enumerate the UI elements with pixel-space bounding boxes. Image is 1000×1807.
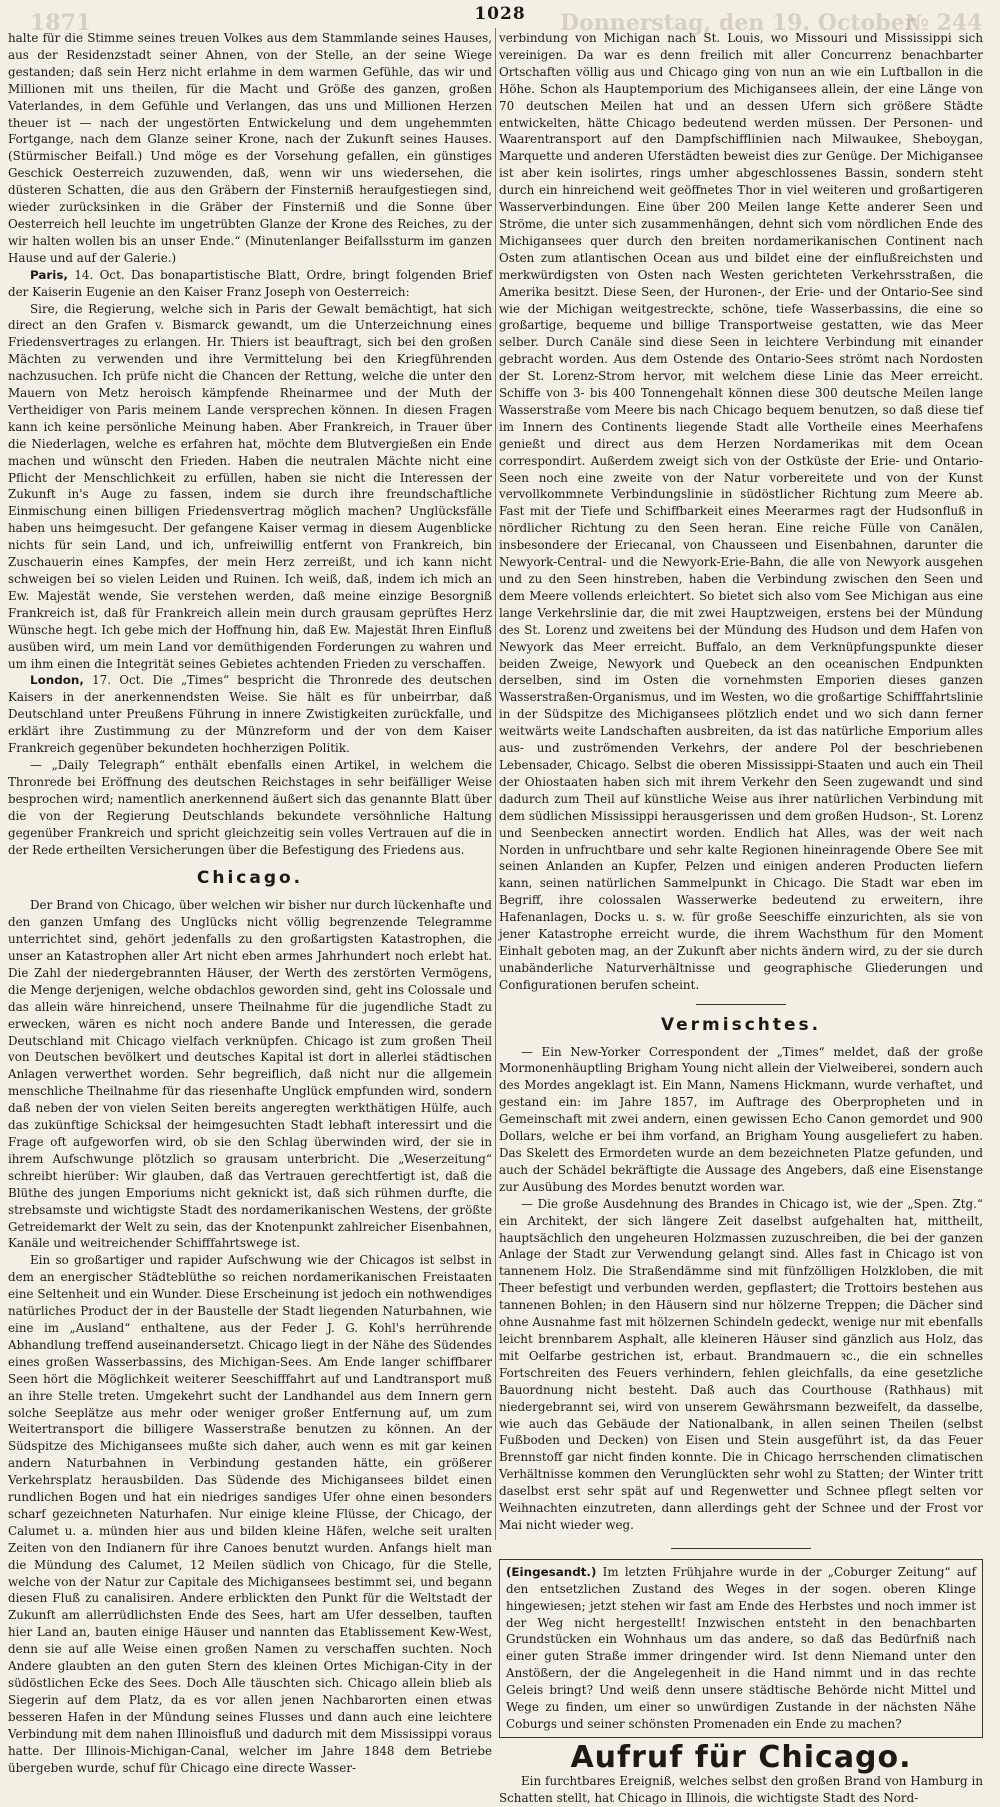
eingesandt-heading: (Eingesandt.)	[506, 1564, 597, 1579]
aufruf-paragraph: Ein furchtbares Ereigniß, welches selbst den großen Brand von Hamburg in Schatten stellt, hat Chicago in Illinois, die wichtigste Stadt des Nord-	[499, 1773, 983, 1805]
page-number: 1028	[474, 4, 526, 24]
column-rule	[495, 28, 496, 1540]
left-column	[8, 30, 492, 1775]
vienna-speech-paragraph: halte für die Stimme seines treuen Volkes aus dem Stammlande seines Hauses, aus der Residenzstadt seiner Ahnen, von der Stelle, an der seine Wiege gestanden; daß sein Herz nicht erlahme in dem warmen Gefühle, das wir und Millionen mit uns theilen, für die Macht und Größe des ganzen, großen Vaterlandes, in dem Gefühle und Verlangen, das uns und Millionen Herzen theuer ist — nach der ungestörten Entwickelung und dem ungehemmten Fortgange, nach dem Glanze seiner Krone, nach der Zukunft seines Hauses. (Stürmischer Beifall.) Und möge es der Vorsehung gefallen, ein günstiges Geschick Oesterreich zuzuwenden, daß, wenn wir uns wiedersehen, die düsteren Schatten, die aus den Gräbern der Finsterniß heraufgestiegen sind, wieder zurücksinken in die Gräber der Finsterniß und die Sonne über Oesterreich hell leuchte im ungetrübten Glanze der Krone des Reiches, zu der wir halten wollen bis an unser Ende.“ (Minutenlanger Beifallssturm im ganzen Hause und auf der Galerie.)	[8, 31, 492, 265]
paris-intro: Das bonapartistische Blatt, Ordre, bringt folgenden Brief der Kaiserin Eugenie an den Kaiser Franz Joseph von Oesterreich:	[8, 267, 492, 299]
london-date: 17. Oct.	[92, 673, 145, 688]
fire-extent-paragraph: — Die große Ausdehnung des Brandes in Chicago ist, wie der „Spen. Ztg.“ ein Architekt, der sich längere Zeit daselbst aufgehalten hat, mittheilt, hauptsächlich den ungeheuren Holzmassen zuzuschreiben, die bei der ganzen Anlage der Stadt zur Verwendung gelangt sind. Alles fast in Chicago ist von tannenem Holz. Die Straßendämme sind mit fünfzölligen Holzkloben, die mit Theer befestigt und verbunden werden, gepflastert; die Trottoirs bestehen aus tannenen Bohlen; in den Häusern sind nur hölzerne Treppen; die Dächer sind ohne Ausnahme fast mit hölzernen Schindeln gedeckt, wenige nur mit ebenfalls leicht brennbarem Asphalt, alle kleineren Häuser sind gänzlich aus Holz, das mit Oelfarbe gestrichen ist, erbaut. Brandmauern ꝛc., die ein schnelles Fortschreiten des Feuers verhindern, fehlen gleichfalls, da eine gesetzliche Bauordnung nicht besteht. Daß auch das Courthouse (Rathhaus) mit niedergebrannt sei, wird von unserem Gewährsmann bezweifelt, da dasselbe, wie auch das Gebäude der Nationalbank, in allen seinen Theilen (selbst Fußboden und Decken) von Eisen und Stein ausgeführt ist, da das Feuer Brennstoff gar nicht finden konnte. Die in Chicago herrschenden climatischen Verhältnisse kommen den Verunglückten sehr wohl zu Statten; der Winter tritt daselbst erst sehr spät auf und Regenwetter und Schnee pflegt selten vor Weihnachten einzutreten, dann allerdings geht der Schnee und der Frost vor Mai nicht wieder weg.	[499, 1196, 983, 1532]
chicago-paragraph-3: verbindung von Michigan nach St. Louis, wo Missouri und Mississippi sich vereinigen. Da war es denn freilich mit aller Concurrenz benachbarter Ortschaften völlig aus und Chicago ging von nun an wie ein Luftballon in die Höhe. Schon als Hauptemporium des Michigansees allein, der eine Länge von 70 deutschen Meilen hat und an dessen Ufern sich größere Städte entwickelten, hätte Chicago bedeutend werden müssen. Der Personen- und Waarentransport auf den Dampfschifflinien nach Milwaukee, Sheboygan, Marquette und anderen Uferstädten beweist dies zur Genüge. Der Michigansee ist aber kein isolirtes, rings umher abgeschlossenes Bassin, sondern steht durch ein hinreichend weit geöffnetes Thor in viel weiteren und großartigeren Wasserverbindungen. Eine über 200 Meilen lange Kette anderer Seen und Ströme, die unter sich zusammenhängen, dehnt sich vom nördlichen Ende des Michigansees quer durch den breiten nordamerikanischen Continent nach Osten zum atlantischen Ocean aus und bildet eine der einflußreichsten und merkwürdigsten von Osten nach Westen gerichteten Verkehrsstraßen, die Amerika besitzt. Diese Seen, der Huronen-, der Erie- und der Ontario-See sind wie der Michigan weitgestreckte, schöne, tiefe Wasserbassins, die eine so großartige, bequeme und billige Transportweise gestatten, wie das Meer selber. Durch Canäle sind diese Seen in leichtere Verbindung mit einander gebracht worden. Aus dem Ostende des Ontario-Sees strömt nach Nordosten der St. Lorenz-Strom hervor, mit welchem diese Linie das Meer erreicht. Schiffe von 3- bis 400 Tonnengehalt können diese 300 deutsche Meilen lange Wasserstraße vom Meere bis nach Chicago bequem benutzen, so daß diese tief im Innern des Continents liegende Stadt alle Vortheile eines Meerhafens genießt und direct aus dem Herzen Nordamerikas mit dem Ocean correspondirt. Außerdem zweigt sich von der Ostküste der Erie- und Ontario-Seen noch eine zweite von der Natur vorbereitete und von der Kunst vervollkommnete Verbindungslinie in südöstlicher Richtung zum Meere ab. Fast mit der Tiefe und Schiffbarkeit eines Meerarmes ragt der Hudsonfluß in nördlicher Richtung zu den Seen heran. Eine reiche Fülle von Canälen, insbesondere der Eriecanal, von Chausseen und Eisenbahnen, darunter die Newyork-Central- und die Newyork-Erie-Bahn, die alle von Newyork ausgehen und zu den Seen hinstreben, haben die Verbindung zwischen den Seen und dem Meere vollends erleichtert. So bietet sich also vom See Michigan aus eine lange Verkehrslinie dar, die mit zwei Hauptzweigen, erstens bei der Mündung des St. Lorenz und zweitens bei der Mündung des Hudson und dem Hafen von Newyork das Meer erreicht. Buffalo, an dem Verknüpfungspunkte dieser beiden Zweige, Newyork und Quebeck an den oceanischen Endpunkten derselben, sind im Osten die vornehmsten Emporien dieses ganzen Wasserstraßen-Organismus, und im Westen, wo die großartige Schifffahrtslinie in der Südspitze des Michigansees plötzlich endet und wo sich dann ferner weitwärts weite Landschaften ausbreiten, da ist das natürliche Emporium alles aus- und zuströmenden Verkehrs, der andere Pol der beschriebenen Lebensader, Chicago. Selbst die oberen Mississippi-Staaten und auch ein Theil der Ohiostaaten haben sich mit ihrem Verkehr den Seen zugewandt und sind dadurch zum Theil auf künstliche Weise aus ihrer natürlichen Verbindung mit dem südlichen Mississippi herausgerissen und dem großen Hudson-, St. Lorenz und Seenbecken annectirt worden. Endlich hat Alles, was der weit nach Norden in unfruchtbare und sehr kalte Regionen hineinragende Obere See mit seinen Anlanden an Kupfer, Pelzen und einigen anderen Producten liefern kann, seinen natürlichen Sammelpunkt in Chicago. Die Stadt war eben im Begriff, ihre colossalen Wasserwerke bedeutend zu erweitern, ihre Hafenanlagen, Docks u. s. w. für große Seeschiffe einzurichten, als sie von jener Katastrophe erreicht wurde, die ihrem Wachsthum für den Moment Einhalt geboten mag, an der Zukunft aber nichts ändern wird, zu der sie durch unabänderliche Naturverhältnisse und geographische Gliederungen und Configurationen berufen scheint.	[499, 31, 983, 992]
eingesandt-box	[499, 1559, 983, 1738]
eingesandt-body: Im letzten Frühjahre wurde in der „Coburger Zeitung“ auf den entsetzlichen Zustand des Weges in der sogen. oberen Klinge hingewiesen; jetzt stehen wir fast am Ende des Herbstes und noch immer ist der Weg nicht hergestellt! Inzwischen entsteht in den benachbarten Grundstücken ein Wohnhaus um das andere, so daß das Bedürfniß nach einer guten Straße immer dringender wird. Ist denn Niemand unter den Anstößern, der die Angelegenheit in die Hand nimmt und in das rechte Geleis bringt? Und weiß denn unsere städtische Behörde nicht Mittel und Wege zu finden, um einer so unwürdigen Zustande in der nächsten Nähe Coburgs und seiner schönsten Promenaden ein Ende zu machen?	[506, 1564, 977, 1731]
right-column	[499, 30, 983, 1805]
ghost-header-right: № 244	[905, 10, 983, 36]
ghost-header-mid: Donnerstag, den 19. October	[560, 10, 917, 36]
chicago-paragraph-2: Ein so großartiger und rapider Aufschwung wie der Chicagos ist selbst in dem an energischer Städteblüthe so reichen nordamerikanischen Freistaaten eine Seltenheit und ein Wunder. Diese Erscheinung ist jedoch ein nothwendiges natürliches Product der in der Baustelle der Stadt liegenden Naturbahnen, wie eine im „Ausland“ enthaltene, aus der Feder J. G. Kohl's herrührende Abhandlung treffend auseinandersetzt. Chicago liegt in der Nähe des Südendes eines großen Wasserbassins, des Michigan-Sees. Am Ende langer schiffbarer Seen hört die Möglichkeit weiterer Seeschifffahrt auf und Landtransport muß an ihre Stelle treten. Umgekehrt sucht der Landhandel aus dem Innern gern solche Seeplätze aus mehr oder weniger großer Entfernung auf, um zum Weitertransport die billigere Wasserstraße benutzen zu können. An der Südspitze des Michigansees mußte sich daher, auch wenn es mit gar keinen andern Naturbahnen in Verbindung gestanden hätte, ein größerer Verkehrsplatz herausbilden. Das Südende des Michigansees bildet einen rundlichen Bogen und hat ein niedriges sandiges Ufer ohne einen besonders scharf gezeichneten Naturhafen. Nur einige kleine Flüsse, der Chicago, der Calumet u. a. münden hier aus und bilden kleine Häfen, welche seit uralten Zeiten von den Indianern für ihre Canoes benutzt wurden. Anfangs hielt man die Mündung des Calumet, 12 Meilen südlich von Chicago, für die Stelle, welche von der Natur zur Capitale des Michigansees bestimmt sei, und begann diesen Fluß zu canalisiren. Andere erblickten den Punkt für die Weltstadt der Zukunft am allerrüdlichsten Ende des Sees, hart am Ufer desselben, tauften hier Land an, bauten einige Häuser und nannten das Etablissement Kew-West, denn sie auf alle Weise einen großen Namen zu verschaffen suchten. Noch Andere glaubten an den guten Stern des kleinen Ortes Michigan-City in der südöstlichen Ecke des Sees. Doch Alle täuschten sich. Chicago allein blieb als Siegerin auf dem Platz, da es vor allen jenen Nachbarorten einen etwas besseren Hafen in der Mündung seines Flusses und dann auch eine leichtere Verbindung mit dem nahen Illinoisfluß und dadurch mit dem Mississippi voraus hatte. Der Illinois-Michigan-Canal, welcher im Jahre 1848 dem Betriebe übergeben wurde, schuf für Chicago eine directe Wasser-	[8, 1253, 492, 1775]
chicago-paragraph-1: Der Brand von Chicago, über welchen wir bisher nur durch lückenhafte und den ganzen Umfang des Unglücks nicht völlig begrenzende Telegramme unterrichtet sind, gehört jedenfalls zu den großartigsten Katastrophen, die unser an Katastrophen aller Art nicht eben armes Jahrhundert noch erlebt hat. Die Zahl der niedergebrannten Häuser, der Werth des zerstörten Vermögens, die Menge derjenigen, welche obdachlos geworden sind, geht ins Colossale und das allein wäre hinreichend, unsere Theilnahme für die jugendliche Stadt zu erwecken, wären es nicht noch andere Bande und Interessen, die gerade Deutschland mit Chicago vielfach verknüpfen. Chicago ist zum großen Theil von Deutschen bevölkert und deutsches Kapital ist dort in allerlei städtischen Anlagen verwerthet worden. Sehr begreiflich, daß nicht nur die allgemein menschliche Theilnahme für das riesenhafte Unglück empfunden wird, sondern daß neben der von vielen Seiten bereits angeregten werkthätigen Hülfe, auch das zukünftige Schicksal der heimgesuchten Stadt lebhaft interessirt und die Frage oft aufgeworfen wird, ob sie den Schlag überwinden wird, der sie in ihrem Aufschwunge plötzlich so grausam unterbricht. Die „Weserzeitung“ schreibt hierüber: Wir glauben, daß das Vertrauen gerechtfertigt ist, daß die Blüthe des jungen Emporiums nicht geknickt ist, daß sich rühmen durfte, die strebsamste und wichtigste Stadt des nordamerikanischen Westens, der größte Getreidemarkt der Welt zu sein, das der Knotenpunkt zahlreicher Eisenbahnen, Kanäle und weitreichender Schifffahrtswege ist.	[8, 898, 492, 1251]
paris-date: 14. Oct.	[74, 267, 125, 282]
london-paragraph	[8, 672, 492, 757]
paris-paragraph	[8, 267, 492, 301]
section-separator	[671, 1548, 811, 1549]
eingesandt-paragraph	[506, 1564, 976, 1733]
section-separator	[696, 1004, 786, 1005]
telegraph-paragraph: — „Daily Telegraph“ enthält ebenfalls einen Artikel, in welchem die Thronrede bei Eröffnung des deutschen Reichstages in sehr beifälliger Weise besprochen wird; namentlich anerkennend äußert sich das genannte Blatt über die von der Regierung Deutschlands bekundete versöhnliche Haltung gegenüber Frankreich und spricht gleichzeitig sein volles Vertrauen auf die in der Rede ertheilten Versicherungen über die Befestigung des Friedens aus.	[8, 757, 492, 857]
eugenie-letter: Sire, die Regierung, welche sich in Paris der Gewalt bemächtigt, hat sich direct an den Grafen v. Bismarck gewandt, um die Unterzeichnung eines Friedensvertrages zu erlangen. Hr. Thiers ist beauftragt, sich bei den großen Mächten zu verwenden und ihre Vermittelung bei den Kriegführenden nachzusuchen. Ich prüfe nicht die Chancen der Rettung, welche die unter den Mauern von Metz heroisch kämpfende Rheinarmee und der Muth der Vertheidiger von Paris meinem Lande versprechen können. In diesen Fragen kann ich keine persönliche Meinung haben. Aber Frankreich, in Trauer über die Niederlagen, welche es erfahren hat, möchte dem Blutvergießen ein Ende machen und wünscht den Frieden. Haben die neutralen Mächte nicht eine Pflicht der Menschlichkeit zu erfüllen, haben sie nicht die Interessen der Zukunft in's Auge zu fassen, indem sie durch ihre freundschaftliche Einmischung einen billigen Friedensvertrag möglich machen? Unglücksfälle haben uns heimgesucht. Der gefangene Kaiser vermag in diesem Augenblicke nichts für sein Land, und ich, unfreiwillig entfernt von Frankreich, bin Zuschauerin eines Kampfes, der mein Herz zerreißt, und ich kann nicht schweigen bei so vielen Leiden und Ruinen. Ich weiß, daß, indem ich mich an Ew. Majestät wende, Sie verstehen werden, daß meine einzige Besorgniß Frankreich ist, daß für Frankreich allein mein durch grausam geprüftes Herz Wünsche hegt. Ich gebe mich der Hoffnung hin, daß Ew. Majestät Ihren Einfluß ausüben wird, um mein Land vor demüthigenden Forderungen zu wahren und um ihm einen die Integrität seines Gebietes achtenden Frieden zu verschaffen.	[8, 301, 492, 671]
ghost-header-left: 1871	[30, 10, 92, 36]
chicago-section-title: Chicago.	[196, 868, 304, 889]
london-dateline: London,	[30, 673, 84, 688]
aufruf-title: Aufruf für Chicago.	[570, 1739, 912, 1775]
vermischtes-title: Vermischtes.	[660, 1014, 822, 1035]
paris-dateline: Paris,	[30, 267, 68, 282]
london-body: Die „Times“ bespricht die Thronrede des deutschen Kaisers in der anerkennendsten Weise. Sie hält es für unbeirrbar, daß Deutschland unter Preußens Führung in innere Zwistigkeiten zurückfalle, und erklärt ihre Zustimmung zu der Münzreform und der von dem Kaiser Frankreich gegenüber bekundeten hochherzigen Politik.	[8, 673, 492, 756]
mormon-news-paragraph: — Ein New-Yorker Correspondent der „Times“ meldet, daß der große Mormonenhäuptling Brigham Young nicht allein der Vielweiberei, sondern auch des Mordes angeklagt ist. Ein Mann, Namens Hickmann, wurde verhaftet, und gestand ein: im Jahre 1857, im Auftrage des Oberpropheten und in Gemeinschaft mit zwei andern, einen gewissen Echo Canon gemordet und 900 Dollars, welche er bei ihm vorfand, an Brigham Young ausgeliefert zu haben. Das Skelett des Ermordeten wurde an dem bezeichneten Platze gefunden, und auch der Schädel bekräftigte die Aussage des Angebers, daß eine Eisenstange zur Ausübung des Mordes benutzt worden war.	[499, 1044, 983, 1194]
